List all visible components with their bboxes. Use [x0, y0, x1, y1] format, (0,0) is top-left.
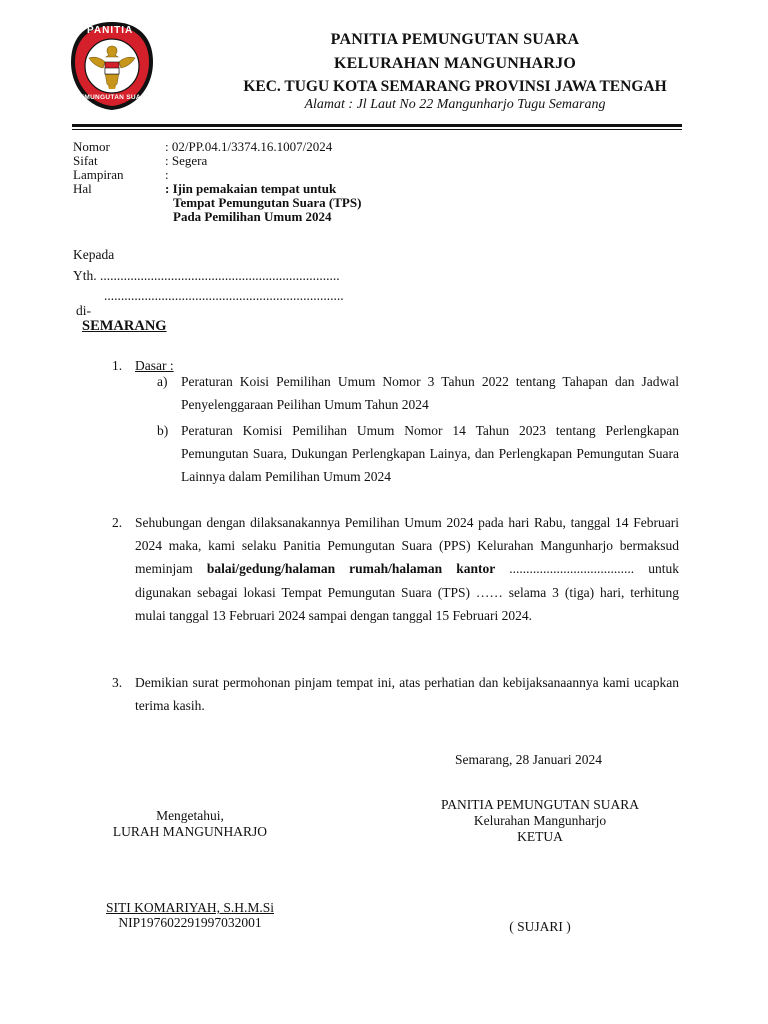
- recipient-dots-line: .......................................................................: [104, 288, 344, 303]
- header-address: Alamat : Jl Laut No 22 Mangunharjo Tugu Semarang: [304, 97, 606, 112]
- right-sign-org: PANITIA PEMUNGUTAN SUARA: [441, 797, 639, 812]
- hal-line-3: Pada Pemilihan Umum 2024: [173, 209, 332, 224]
- nomor-value: : 02/PP.04.1/3374.16.1007/2024: [165, 139, 333, 154]
- point-2-venue-options: balai/gedung/halaman rumah/halaman kantor: [206, 561, 496, 577]
- point-2-text-part1: Sehubungan dengan dilaksanakannya Pemilihan Umum 2024 pada hari Rabu, tanggal 14 Februari 2024 maka, kami selaku Panitia Pemungutan Suara (PPS) Kelurahan Mangunharjo bermaksud meminjam: [135, 515, 679, 577]
- sifat-label: Sifat: [73, 153, 98, 168]
- header-divider-thin: [72, 129, 682, 130]
- left-sign-title: LURAH MANGUNHARJO: [112, 824, 268, 839]
- place-date: Semarang, 28 Januari 2024: [455, 752, 602, 767]
- right-sign-position: KETUA: [517, 829, 563, 844]
- hal-line-2: Tempat Pemungutan Suara (TPS): [173, 195, 362, 210]
- point-2-text-part2: ..................................... untuk digunakan sebagai lokasi Tempat Pemungutan Suara (TPS) …… selama 3 (tiga) hari, terhitung mulai tanggal 13 Februari 2024 sampai dengan tanggal 15 Februari 2024.: [135, 561, 679, 623]
- right-signer-name: ( SUJARI ): [509, 919, 571, 934]
- item-a-text: Peraturan Koisi Pemilihan Umum Nomor 3 Tahun 2022 tentang Tahapan dan Jadwal Penyelenggaraan Peilihan Umum Tahun 2024: [181, 374, 679, 413]
- logo-bottom-text: PEMUNGUTAN SUARA: [75, 94, 151, 101]
- right-sign-village: Kelurahan Mangunharjo: [473, 813, 607, 828]
- header-committee-title: PANITIA PEMUNGUTAN SUARA: [330, 31, 580, 48]
- logo-top-text: PANITIA: [87, 25, 134, 36]
- recipient-city: SEMARANG: [82, 318, 167, 334]
- point-1-title: Dasar :: [135, 358, 174, 373]
- point-2-text: [135, 511, 679, 627]
- point-1-number: 1.: [112, 358, 123, 373]
- yth-line: Yth. .......................................................................: [73, 268, 340, 283]
- left-signer-nip: NIP197602291997032001: [118, 915, 262, 930]
- header-region: KEC. TUGU KOTA SEMARANG PROVINSI JAWA TENGAH: [243, 78, 667, 95]
- left-signer-name: SITI KOMARIYAH, S.H.M.Si: [105, 900, 275, 915]
- header-divider-thick: [72, 124, 682, 127]
- di-label: di-: [76, 303, 91, 318]
- item-b-label: b): [157, 423, 169, 438]
- lampiran-value: :: [165, 167, 169, 182]
- hal-label: Hal: [73, 181, 92, 196]
- hal-value: : Ijin pemakaian tempat untuk: [165, 181, 337, 196]
- item-b-text: Peraturan Komisi Pemilihan Umum Nomor 14 Tahun 2023 tentang Perlengkapan Pemungutan Suara, Dukungan Perlengkapan Lainya, dan Perlengkapan Pemungutan Suara Lainnya dalam Pemilihan Umum 2024: [181, 423, 679, 485]
- point-3-text: Demikian surat permohonan pinjam tempat ini, atas perhatian dan kebijaksanaannya kami ucapkan terima kasih.: [135, 675, 679, 714]
- point-2-number: 2.: [112, 515, 123, 530]
- sifat-value: : Segera: [165, 153, 208, 168]
- item-a-label: a): [157, 374, 168, 389]
- header-village: KELURAHAN MANGUNHARJO: [334, 55, 576, 72]
- left-sign-label: Mengetahui,: [156, 808, 224, 823]
- point-3-number: 3.: [112, 675, 123, 690]
- kepada-label: Kepada: [73, 247, 115, 262]
- lampiran-label: Lampiran: [73, 167, 124, 182]
- nomor-label: Nomor: [73, 139, 110, 154]
